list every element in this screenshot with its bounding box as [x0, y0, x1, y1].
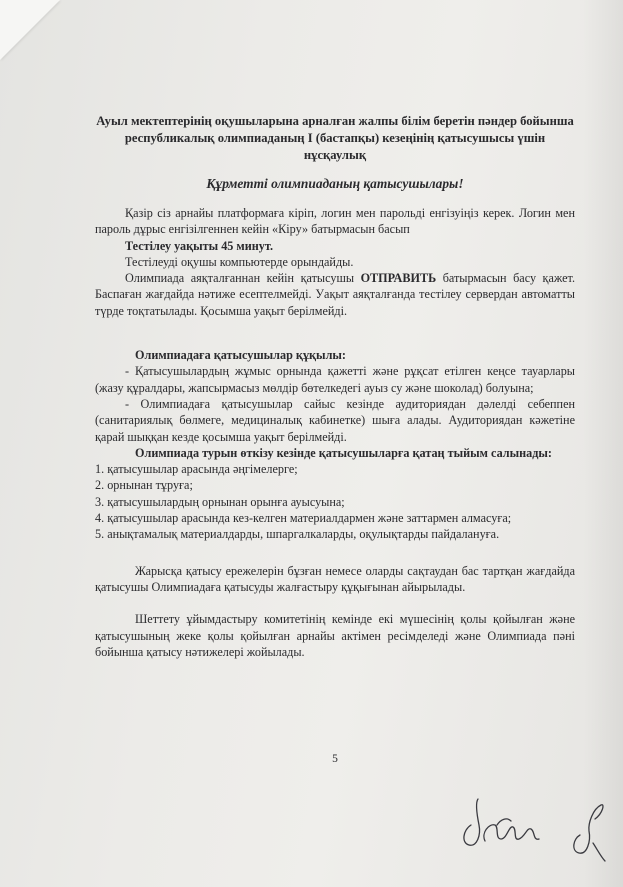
- rights-item: - Олимпиадаға қатысушылар сайыс кезінде аудиториядан дәлелді себеппен (санитариялық бөлмеге, медициналық кабинетке) шыға алады. Аудиториядан кәжетіне қарай шыққан кезде қосымша уақыт берілмейді.: [95, 396, 575, 444]
- submit-text-before: Олимпиада аяқталғаннан кейін қатысушы: [125, 271, 355, 286]
- rights-heading: Олимпиадаға қатысушылар құқылы:: [135, 348, 346, 363]
- submit-text-after: батырмасын басу қажет. Баспаған жағдайда нәтиже есептелмейді. Уақыт аяқталғанда тестілеу сервердан автоматты түрде тоқтатылады. Қосымша уақыт берілмейді.: [95, 271, 576, 318]
- computers-paragraph: Тестілеуді оқушы компьютерде орындайды.: [125, 254, 354, 269]
- handwritten-signatures: [455, 795, 620, 865]
- submit-button-name: ОТПРАВИТЬ: [360, 271, 437, 286]
- violation-paragraph: Жарысқа қатысу ережелерін бұзған немесе оларды сақтаудан бас тартқан жағдайда қатысушы Олимпиадаға қатысуды жалғастыру құқығынан айырылады.: [95, 563, 575, 594]
- prohibited-heading: Олимпиада турын өткізу кезінде қатысушыларға қатаң тыйым салынады:: [135, 445, 552, 460]
- document-title: Ауыл мектептерінің оқушыларына арналған жалпы білім беретін пәндер бойынша республикалық олимпиаданың I (бастапқы) кезеңінің қатысушысы үшін нұсқаулық: [96, 114, 574, 162]
- page-number: 5: [332, 753, 338, 765]
- rights-item: - Қатысушылардың жұмыс орнында қажетті және рұқсат етілген кеңсе тауарлары (жазу құралдары, жапсырмасыз мөлдір бөтелкедегі ауыз су және шоколад) болуына;: [95, 364, 575, 395]
- page-shadow: [583, 0, 623, 887]
- removal-paragraph: Шеттету ұйымдастыру комитетінің кемінде екі мүшесінің қолы қойылған және қатысушының жеке қолы қойылған арнайы актімен ресімделеді және Олимпиада пәні бойынша қатысу нәтижелері жойылады.: [95, 612, 575, 659]
- intro-paragraph: Қазір сіз арнайы платформаға кіріп, логин мен парольді енгізуіңіз керек. Логин мен пароль дұрыс енгізілгеннен кейін «Кіру» батырмасын басып: [95, 206, 575, 237]
- prohibited-item: 4. қатысушылар арасында кез-келген материалдармен және заттармен алмасуға;: [95, 511, 512, 526]
- page-corner-fold: [0, 0, 60, 60]
- prohibited-item: 3. қатысушылардың орнынан орынға ауысуына;: [95, 494, 345, 509]
- salutation: Құрметті олимпиаданың қатысушылары!: [206, 176, 464, 191]
- prohibited-item: 5. анықтамалық материалдарды, шпаргалкаларды, оқулықтарды пайдалануға.: [95, 527, 500, 542]
- prohibited-list: [95, 461, 575, 542]
- document-body: [95, 205, 575, 660]
- prohibited-item: 1. қатысушылар арасында әңгімелерге;: [95, 462, 298, 477]
- test-time: Тестілеу уақыты 45 минут.: [125, 238, 273, 253]
- submit-paragraph: [95, 270, 575, 319]
- prohibited-item: 2. орнынан тұруға;: [95, 478, 193, 493]
